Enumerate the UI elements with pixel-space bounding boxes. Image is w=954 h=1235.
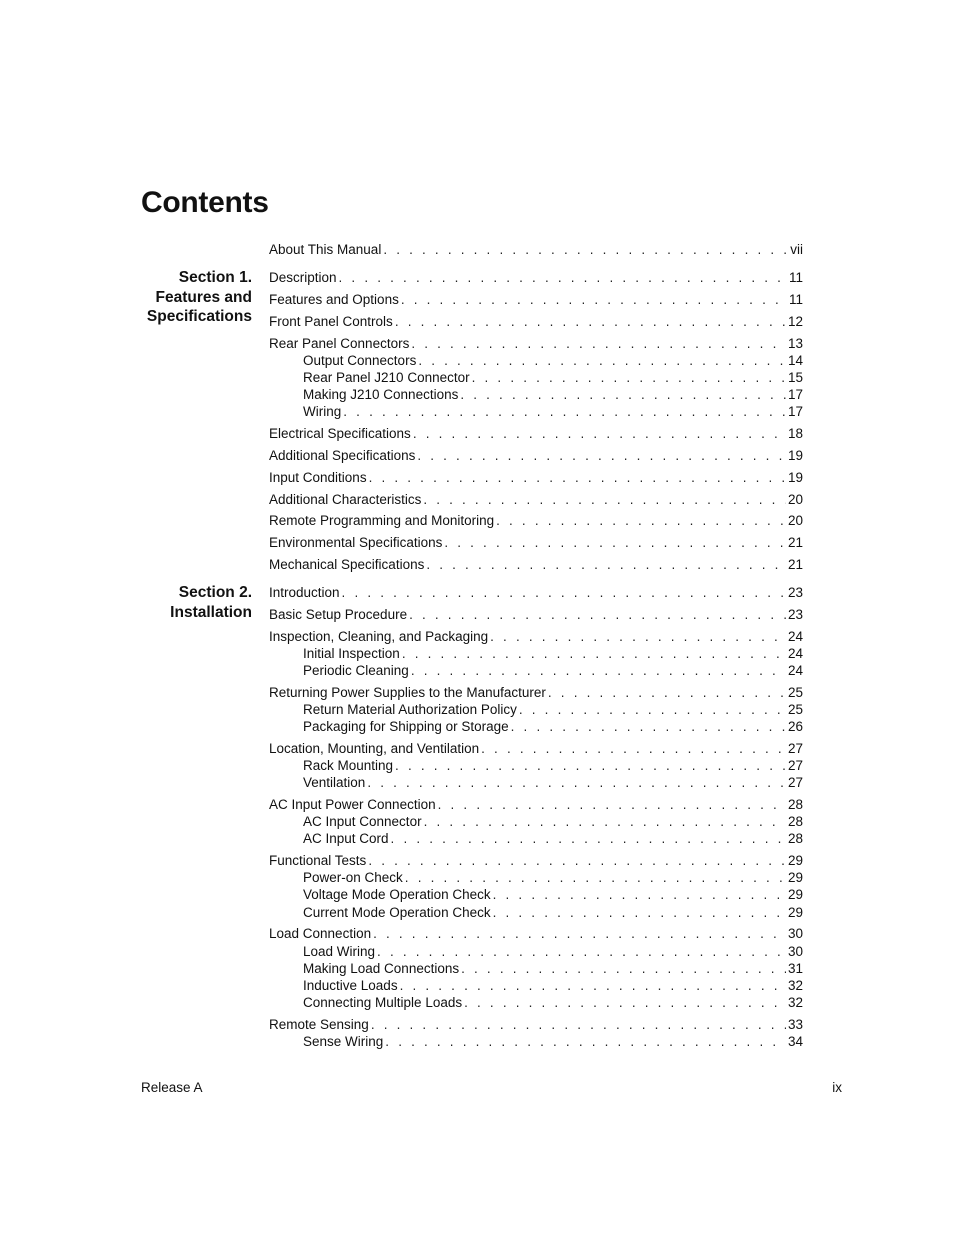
toc-entry-label: Periodic Cleaning xyxy=(303,663,409,678)
toc-entry-page: 24 xyxy=(787,646,803,661)
toc-entry-label: Features and Options xyxy=(269,292,399,307)
toc-entry-label: Inductive Loads xyxy=(303,978,398,993)
toc-entry-page: 20 xyxy=(787,513,803,528)
toc-entry-page: 17 xyxy=(787,404,803,419)
toc-subentry[interactable] xyxy=(303,870,803,886)
toc-entry-label: Electrical Specifications xyxy=(269,426,411,441)
toc-entry[interactable] xyxy=(269,1017,803,1033)
toc-entry-page: 32 xyxy=(787,978,803,993)
toc-entry-page: 25 xyxy=(787,685,803,700)
toc-entry-label: Introduction xyxy=(269,585,340,600)
toc-entry-page: 12 xyxy=(787,314,803,329)
toc-entry[interactable] xyxy=(269,336,803,352)
toc-entry[interactable] xyxy=(269,585,803,601)
toc-entry-label: Rear Panel Connectors xyxy=(269,336,410,351)
dot-leader xyxy=(401,292,787,308)
dot-leader xyxy=(481,741,786,757)
toc-entry-label: Description xyxy=(269,270,337,285)
footer-release: Release A xyxy=(141,1080,203,1095)
toc-entry-page: 29 xyxy=(787,853,803,868)
toc-subentry[interactable] xyxy=(303,719,803,735)
toc-entry-page: 11 xyxy=(788,270,803,285)
toc-entry-label: Current Mode Operation Check xyxy=(303,905,491,920)
dot-leader xyxy=(383,242,788,258)
dot-leader xyxy=(461,961,786,977)
toc-subentry[interactable] xyxy=(303,1034,803,1050)
toc-entry-label: Additional Specifications xyxy=(269,448,416,463)
toc-entry-page: 14 xyxy=(787,353,803,368)
toc-entry-page: 25 xyxy=(787,702,803,717)
toc-subentry[interactable] xyxy=(303,961,803,977)
toc-subentry[interactable] xyxy=(303,646,803,662)
toc-entry[interactable] xyxy=(269,270,803,286)
dot-leader xyxy=(493,905,786,921)
section-2-number: Section 2. xyxy=(178,584,252,601)
toc-subentry[interactable] xyxy=(303,758,803,774)
toc-entry-label: Making Load Connections xyxy=(303,961,460,976)
toc-entry-label: Remote Sensing xyxy=(269,1017,369,1032)
toc-entry-label: Location, Mounting, and Ventilation xyxy=(269,741,480,756)
dot-leader xyxy=(511,719,786,735)
dot-leader xyxy=(519,702,786,718)
toc-entry[interactable] xyxy=(269,741,803,757)
dot-leader xyxy=(464,995,786,1011)
dot-leader xyxy=(424,814,786,830)
toc-entry[interactable] xyxy=(269,426,803,442)
toc-entry[interactable] xyxy=(269,513,803,529)
toc-entry-page: 27 xyxy=(787,775,803,790)
toc-entry[interactable] xyxy=(269,492,803,508)
toc-entry[interactable] xyxy=(269,535,803,551)
dot-leader xyxy=(405,870,786,886)
toc-entry-label: Rack Mounting xyxy=(303,758,394,773)
toc-entry-label: Inspection, Cleaning, and Packaging xyxy=(269,629,489,644)
dot-leader xyxy=(409,607,786,623)
toc-entry[interactable] xyxy=(269,557,803,573)
toc-entry-page: 19 xyxy=(787,470,803,485)
dot-leader xyxy=(377,944,786,960)
dot-leader xyxy=(418,353,786,369)
toc-entry[interactable] xyxy=(269,853,803,869)
dot-leader xyxy=(385,1034,786,1050)
toc-subentry[interactable] xyxy=(303,831,803,847)
toc-entry-page: 30 xyxy=(787,926,803,941)
toc-entry-label: Output Connectors xyxy=(303,353,417,368)
toc-entry-label: AC Input Power Connection xyxy=(269,797,436,812)
dot-leader xyxy=(417,448,786,464)
dot-leader xyxy=(548,685,786,701)
toc-subentry[interactable] xyxy=(303,387,803,403)
toc-entry[interactable] xyxy=(269,797,803,813)
toc-entry-page: 15 xyxy=(787,370,803,385)
toc-entry-page: 24 xyxy=(787,629,803,644)
toc-entry-label: Front Panel Controls xyxy=(269,314,393,329)
toc-entry-label: Initial Inspection xyxy=(303,646,400,661)
toc-entry-page: 23 xyxy=(787,585,803,600)
toc-entry-page: 28 xyxy=(787,814,803,829)
toc-entry-page: 29 xyxy=(787,905,803,920)
section-1-title-line2: Specifications xyxy=(146,308,252,325)
toc-entry-page: 33 xyxy=(787,1017,803,1032)
dot-leader xyxy=(411,663,786,679)
dot-leader xyxy=(343,404,786,420)
toc-entry[interactable] xyxy=(269,629,803,645)
dot-leader xyxy=(368,853,786,869)
toc-entry[interactable] xyxy=(269,607,803,623)
dot-leader xyxy=(472,370,786,386)
dot-leader xyxy=(400,978,786,994)
toc-entry-page: 17 xyxy=(787,387,803,402)
page-title: Contents xyxy=(141,186,269,219)
toc-entry-page: 31 xyxy=(787,961,803,976)
dot-leader xyxy=(339,270,787,286)
toc-entry-label: Power-on Check xyxy=(303,870,403,885)
toc-entry-page: 13 xyxy=(787,336,803,351)
toc-subentry[interactable] xyxy=(303,905,803,921)
toc-entry-page: 30 xyxy=(787,944,803,959)
toc-entry-label: Load Connection xyxy=(269,926,372,941)
footer-page-number: ix xyxy=(832,1080,842,1095)
dot-leader xyxy=(444,535,786,551)
section-1-title-line1: Features and xyxy=(155,288,252,306)
toc-entry-label: Remote Programming and Monitoring xyxy=(269,513,495,528)
toc-entry-page: 28 xyxy=(787,797,803,812)
dot-leader xyxy=(369,470,786,486)
toc-entry-page: 19 xyxy=(787,448,803,463)
toc-entry-label: Wiring xyxy=(303,404,342,419)
toc-entry-label: Making J210 Connections xyxy=(303,387,459,402)
toc-entry-label: Returning Power Supplies to the Manufacturer xyxy=(269,685,546,700)
dot-leader xyxy=(460,387,786,403)
dot-leader xyxy=(493,887,786,903)
section-1-number: Section 1. xyxy=(178,269,252,286)
toc-entry-page: 29 xyxy=(787,870,803,885)
toc-entry[interactable] xyxy=(269,314,803,330)
toc-entry-page: 20 xyxy=(787,492,803,507)
toc-entry-label: About This Manual xyxy=(269,242,382,257)
toc-subentry[interactable] xyxy=(303,702,803,718)
toc-entry-page: 27 xyxy=(787,741,803,756)
toc-entry-label: Basic Setup Procedure xyxy=(269,607,408,622)
toc-entry-label: Sense Wiring xyxy=(303,1034,384,1049)
toc-entry-page: 26 xyxy=(787,719,803,734)
toc-entry[interactable] xyxy=(269,685,803,701)
toc-entry-label: Ventilation xyxy=(303,775,366,790)
toc-entry-label: Input Conditions xyxy=(269,470,367,485)
dot-leader xyxy=(411,336,786,352)
toc-entry-label: AC Input Cord xyxy=(303,831,389,846)
toc-subentry[interactable] xyxy=(303,663,803,679)
toc-subentry[interactable] xyxy=(303,370,803,386)
toc-entry-label: Return Material Authorization Policy xyxy=(303,702,517,717)
toc-entry[interactable] xyxy=(269,926,803,942)
toc-entry[interactable] xyxy=(269,292,803,308)
section-2-title: Installation xyxy=(170,603,252,621)
section-1-heading xyxy=(120,268,252,327)
dot-leader xyxy=(373,926,786,942)
toc-entry-label: Mechanical Specifications xyxy=(269,557,425,572)
toc-entry-page: 21 xyxy=(787,557,803,572)
toc-entry-page: 32 xyxy=(787,995,803,1010)
toc-subentry[interactable] xyxy=(303,814,803,830)
toc-entry-page: 28 xyxy=(787,831,803,846)
toc-subentry[interactable] xyxy=(303,995,803,1011)
toc-entry-page: 24 xyxy=(787,663,803,678)
toc-subentry[interactable] xyxy=(303,404,803,420)
dot-leader xyxy=(413,426,786,442)
section-2-heading xyxy=(120,583,252,622)
toc-entry-label: Load Wiring xyxy=(303,944,376,959)
dot-leader xyxy=(490,629,786,645)
toc-entry-label: Rear Panel J210 Connector xyxy=(303,370,470,385)
dot-leader xyxy=(426,557,786,573)
toc-subentry[interactable] xyxy=(303,978,803,994)
dot-leader xyxy=(395,314,786,330)
toc-entry-page: vii xyxy=(790,242,803,257)
dot-leader xyxy=(395,758,786,774)
dot-leader xyxy=(496,513,786,529)
dot-leader xyxy=(367,775,786,791)
toc-subentry[interactable] xyxy=(303,353,803,369)
toc-entry-page: 11 xyxy=(788,292,803,307)
toc-entry[interactable] xyxy=(269,448,803,464)
toc-entry-label: Functional Tests xyxy=(269,853,367,868)
toc-entry-page: 29 xyxy=(787,887,803,902)
toc-entry-label: Connecting Multiple Loads xyxy=(303,995,463,1010)
toc-subentry[interactable] xyxy=(303,775,803,791)
toc-entry-page: 34 xyxy=(787,1034,803,1049)
dot-leader xyxy=(438,797,786,813)
toc-entry-page: 21 xyxy=(787,535,803,550)
toc-entry-page: 18 xyxy=(787,426,803,441)
toc-entry[interactable] xyxy=(269,242,803,258)
toc-entry-label: Packaging for Shipping or Storage xyxy=(303,719,509,734)
toc-entry-page: 27 xyxy=(787,758,803,773)
toc-entry-label: Environmental Specifications xyxy=(269,535,443,550)
toc-entry-label: Voltage Mode Operation Check xyxy=(303,887,491,902)
toc-entry-label: Additional Characteristics xyxy=(269,492,422,507)
toc-entry-page: 23 xyxy=(787,607,803,622)
dot-leader xyxy=(391,831,786,847)
toc-subentry[interactable] xyxy=(303,944,803,960)
toc-entry-label: AC Input Connector xyxy=(303,814,422,829)
dot-leader xyxy=(402,646,786,662)
toc-subentry[interactable] xyxy=(303,887,803,903)
toc-entry[interactable] xyxy=(269,470,803,486)
dot-leader xyxy=(371,1017,786,1033)
dot-leader xyxy=(423,492,786,508)
dot-leader xyxy=(342,585,786,601)
